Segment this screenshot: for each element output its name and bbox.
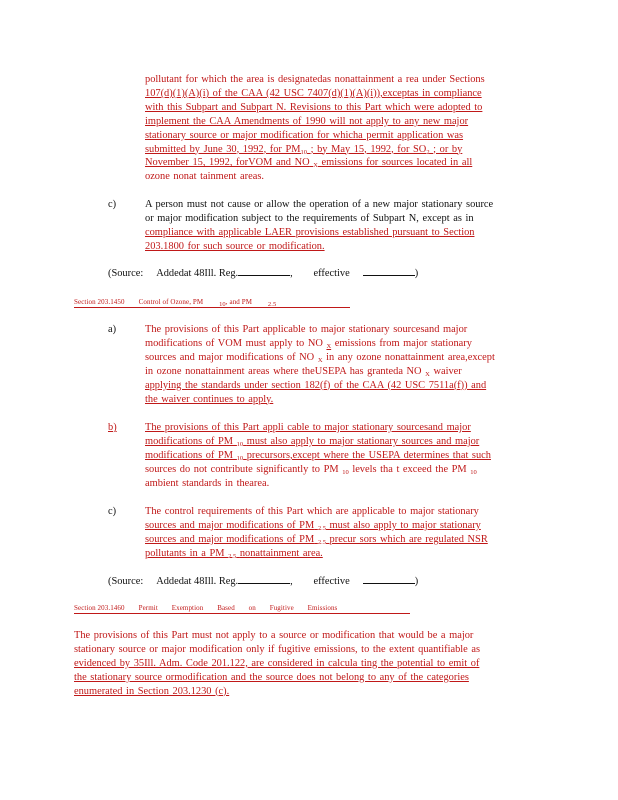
final-line-3: evidenced by 35Ill. Adm. Code 201.122, are considered in calcula ting the potential to emit of <box>74 657 480 669</box>
item-a-line-5: applying the standards under section 182(f) of the CAA (42 USC 7511a(f)) and <box>145 379 487 391</box>
section-1460-heading: Section 203.1460 Permit Exemption Based on Fugitive Emissions <box>74 603 410 614</box>
item-c2-line-2: sources and major modifications of PM $_{2.5}$ must also apply to major stationary <box>145 519 481 532</box>
source2-effective-blank <box>363 574 415 584</box>
item-c1-line-2: or major modification subject to the requirements of Subpart N, except as in <box>145 212 474 224</box>
intro-line-8: ozone nonat tainment areas. <box>145 171 264 183</box>
item-b-line-5: ambient standards in thearea. <box>145 477 270 489</box>
item-c1-paragraph <box>145 198 527 254</box>
item-b-line-2: modifications of PM $_{10}$ must also apply to major stationary sources and major <box>145 435 480 448</box>
source2-reg-blank <box>238 574 290 584</box>
final-line-4: the stationary source ormodification and the source does not belong to any of the categories <box>74 671 469 683</box>
item-c2-line-4: pollutants in a PM $_{2.5}$ nonattainment area. <box>145 547 323 560</box>
item-c2-label: c) <box>108 506 117 517</box>
intro-line-3: with this Subpart and Subpart N. Revisions to this Part which were adopted to <box>145 101 483 113</box>
final-line-2: stationary source or major modification only if fugitive emissions, to the extent quantifiable as <box>74 643 481 655</box>
intro-line-7: November 15, 1992, forVOM and NO $_X$ emissions for sources located in all <box>145 157 473 170</box>
intro-line-2: 107(d)(1)(A)(i) of the CAA (42 USC 7407(d)(1)(A)(i)),exceptas in compliance <box>145 87 482 99</box>
final-line-1: The provisions of this Part must not apply to a source or modification that would be a major <box>74 630 474 641</box>
item-a-line-2: modifications of VOM must apply to NO $_X$ emissions from major stationary <box>145 337 472 350</box>
final-line-5: enumerated in Section 203.1230 (c). <box>74 685 230 697</box>
item-b-line-1: The provisions of this Part appli cable to major stationary sourcesand major <box>145 422 471 433</box>
intro-line-1: pollutant for which the area is designatedas nonattainment a rea under Sections <box>145 74 485 85</box>
item-c2-line-3: sources and major modifications of PM $_{2.5}$ precur sors which are regulated NSR <box>145 533 488 546</box>
item-c1-line-4: 203.1800 for such source or modification. <box>145 240 325 252</box>
item-a-line-4: in ozone nonattainment areas where theUSEPA has granteda NO $_X$ waiver <box>145 365 462 378</box>
item-c2-paragraph <box>145 505 527 561</box>
item-a-paragraph <box>145 323 531 406</box>
item-c1-label: c) <box>108 199 117 210</box>
source1-effective-blank <box>363 266 415 276</box>
item-a-line-3: sources and major modifications of NO $_X$ in any ozone nonattainment area,except <box>145 351 495 364</box>
intro-line-5: stationary source or major modification for whicha permit application was <box>145 129 464 141</box>
item-b-line-3: modifications of PM $_{10}$ precursors,except where the USEPA determines that such <box>145 449 491 462</box>
item-a-line-1: The provisions of this Part applicable to major stationary sourcesand major <box>145 324 468 335</box>
intro-line-4: implement the CAA Amendments of 1990 will not apply to any new major <box>145 115 469 127</box>
final-paragraph <box>74 629 530 699</box>
source1-reg-blank <box>238 266 290 276</box>
item-c1-line-1: A person must not cause or allow the operation of a new major stationary source <box>145 199 494 210</box>
item-a-label: a) <box>108 324 117 335</box>
intro-line-6: submitted by June 30, 1992, for $PM_{10}$ ; by May 15, 1992, for $SO_2$ ; or by <box>145 143 463 156</box>
item-b-paragraph <box>145 421 531 491</box>
section-1450-heading: Section 203.1450 Control of Ozone, PM $_{10}$, and PM $_{2.5}$ <box>74 297 350 308</box>
intro-paragraph <box>145 73 519 184</box>
item-b-label: b) <box>108 422 117 433</box>
item-b-line-4: sources do not contribute significantly to PM $_{10}$ levels tha t exceed the PM $_{10}$ <box>145 463 477 476</box>
item-c2-line-1: The control requirements of this Part which are applicable to major stationary <box>145 506 479 517</box>
source-note-1: (Source: Addedat 48Ill. Reg. , effective ) <box>108 268 419 279</box>
item-c1-line-3: compliance with applicable LAER provisions established pursuant to Section <box>145 226 475 238</box>
source-note-2: (Source: Addedat 48Ill. Reg. , effective ) <box>108 576 419 587</box>
item-a-line-6: the waiver continues to apply. <box>145 393 274 405</box>
